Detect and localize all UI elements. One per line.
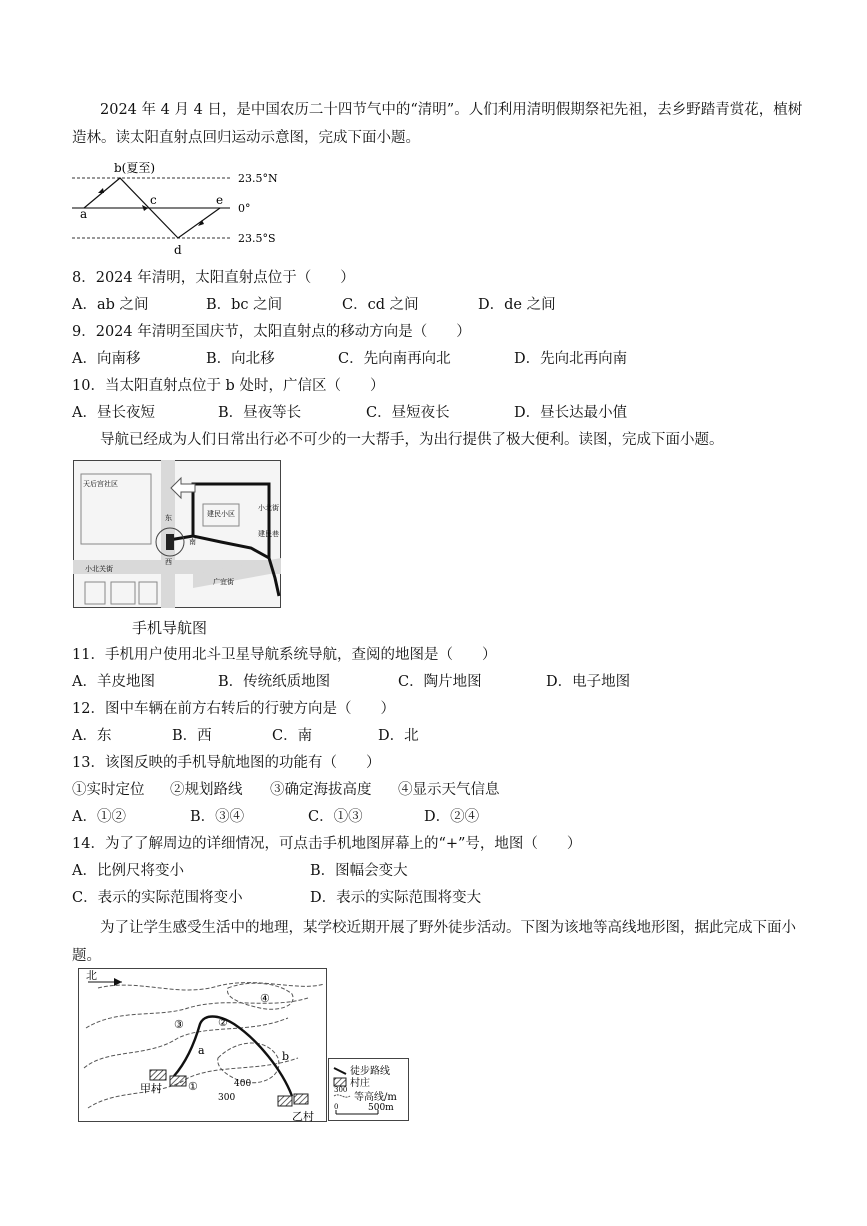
label-jianmin-residence: 建民小区 [207,510,235,518]
q13-option-d[interactable]: D．②④ [424,809,480,825]
village-yi-label: 乙村 [292,1110,314,1123]
q8-option-b[interactable]: B．bc 之间 [206,297,283,313]
q12-option-b[interactable]: B．西 [172,728,212,744]
label-xiaobeiguan-street: 小北关街 [85,565,113,573]
q11-option-d[interactable]: D．电子地图 [546,674,631,690]
question-11-stem: 11．手机用户使用北斗卫星导航系统导航，查阅的地图是（ ） [72,647,497,663]
q8-option-d[interactable]: D．de 之间 [478,297,556,313]
legend-route-label: 徒步路线 [350,1066,390,1077]
legend-300-label: 300 [334,1086,348,1094]
q11-option-a[interactable]: A．羊皮地图 [72,674,155,690]
q12-option-a[interactable]: A．东 [72,728,112,744]
legend-contour-label: 等高线/m [354,1092,397,1103]
label-guangyi-street: 广宜街 [213,578,234,586]
contour-point-3: ③ [174,1018,184,1031]
label-jianmin-lane: 建民巷 [258,530,279,538]
q14-option-d[interactable]: D．表示的实际范围将变大 [310,890,482,906]
q13-item-3: ③确定海拔高度 [270,782,372,798]
label-23-5-s: 23.5°S [238,232,276,245]
q8-option-a[interactable]: A．ab 之间 [72,297,149,313]
label-c: c [150,193,157,207]
q10-option-d[interactable]: D．昼长达最小值 [514,405,628,421]
point-b-label: b [282,1050,290,1063]
q8-option-c[interactable]: C．cd 之间 [342,297,419,313]
label-23-5-n: 23.5°N [238,172,278,185]
q10-option-c[interactable]: C．昼短夜长 [366,405,450,421]
question-13-stem: 13．该图反映的手机导航地图的功能有（ ） [72,755,381,771]
label-e: e [216,193,224,207]
q11-option-c[interactable]: C．陶片地图 [398,674,482,690]
q9-option-d[interactable]: D．先向北再向南 [514,351,628,367]
q13-item-2: ②规划路线 [170,782,243,798]
q9-option-a[interactable]: A．向南移 [72,351,141,367]
question-14-stem: 14．为了了解周边的详细情况，可点击手机地图屏幕上的“+”号，地图（ ） [72,836,582,852]
q13-option-c[interactable]: C．①③ [308,809,363,825]
q13-option-b[interactable]: B．③④ [190,809,245,825]
village-jia-label: 甲村 [140,1082,162,1095]
label-b-summer-solstice: b(夏至) [114,161,156,175]
contour-point-4: ④ [260,992,270,1005]
contour-point-2: ② [218,1016,228,1029]
q10-option-b[interactable]: B．昼夜等长 [218,405,302,421]
north-label: 北 [86,969,97,982]
q9-option-b[interactable]: B．向北移 [206,351,275,367]
point-a-label: a [198,1044,205,1057]
q14-option-b[interactable]: B．图幅会变大 [310,863,408,879]
q14-option-c[interactable]: C．表示的实际范围将变小 [72,890,243,906]
intro-paragraph-1: 2024 年 4 月 4 日，是中国农历二十四节气中的“清明”。人们利用清明假期祭祀先祖，去乡野踏青赏花，植树造林。读太阳直射点回归运动示意图，完成下面小题。 [72,102,803,146]
label-equator: 0° [238,202,251,215]
q9-option-c[interactable]: C．先向南再向北 [338,351,451,367]
question-12-stem: 12．图中车辆在前方右转后的行驶方向是（ ） [72,701,395,717]
q11-option-b[interactable]: B．传统纸质地图 [218,674,331,690]
q12-option-c[interactable]: C．南 [272,728,313,744]
label-a: a [80,207,88,221]
question-9-stem: 9．2024 年清明至国庆节，太阳直射点的移动方向是（ ） [72,324,471,340]
q13-option-a[interactable]: A．①② [72,809,126,825]
direction-west-label: 西 [165,558,172,566]
q12-option-d[interactable]: D．北 [378,728,419,744]
intro-paragraph-2: 导航已经成为人们日常出行必不可少的一大帮手，为出行提供了极大便利。读图，完成下面小题。 [100,432,724,448]
q13-item-4: ④显示天气信息 [398,782,500,798]
intro-paragraph-3: 为了让学生感受生活中的地理，某学校近期开展了野外徒步活动。下图为该地等高线地形图，据此完成下面小题。 [72,920,796,964]
contour-map [78,968,410,1124]
contour-point-1: ① [188,1080,198,1093]
navigation-map-caption: 手机导航图 [132,619,208,637]
label-xiaobei-street: 小北街 [258,504,279,512]
label-tianhougong-community: 天后宫社区 [83,480,118,488]
direction-east-label: 东 [165,514,172,522]
phone-navigation-map [73,460,281,608]
contour-300-label: 300 [218,1093,236,1103]
q14-option-a[interactable]: A．比例尺将变小 [72,863,184,879]
contour-400-label: 400 [234,1079,252,1089]
legend-village-label: 村庄 [350,1078,370,1089]
scale-500m-label: 500m [368,1103,394,1113]
direction-south-label: 南 [189,538,196,546]
q13-item-1: ①实时定位 [72,782,145,798]
q10-option-a[interactable]: A．昼长夜短 [72,405,155,421]
label-d: d [174,243,182,257]
question-8-stem: 8．2024 年清明，太阳直射点位于（ ） [72,270,355,286]
subsolar-point-diagram [70,160,310,260]
question-10-stem: 10．当太阳直射点位于 b 处时，广信区（ ） [72,378,385,394]
scale-zero-label: 0 [334,1103,339,1111]
